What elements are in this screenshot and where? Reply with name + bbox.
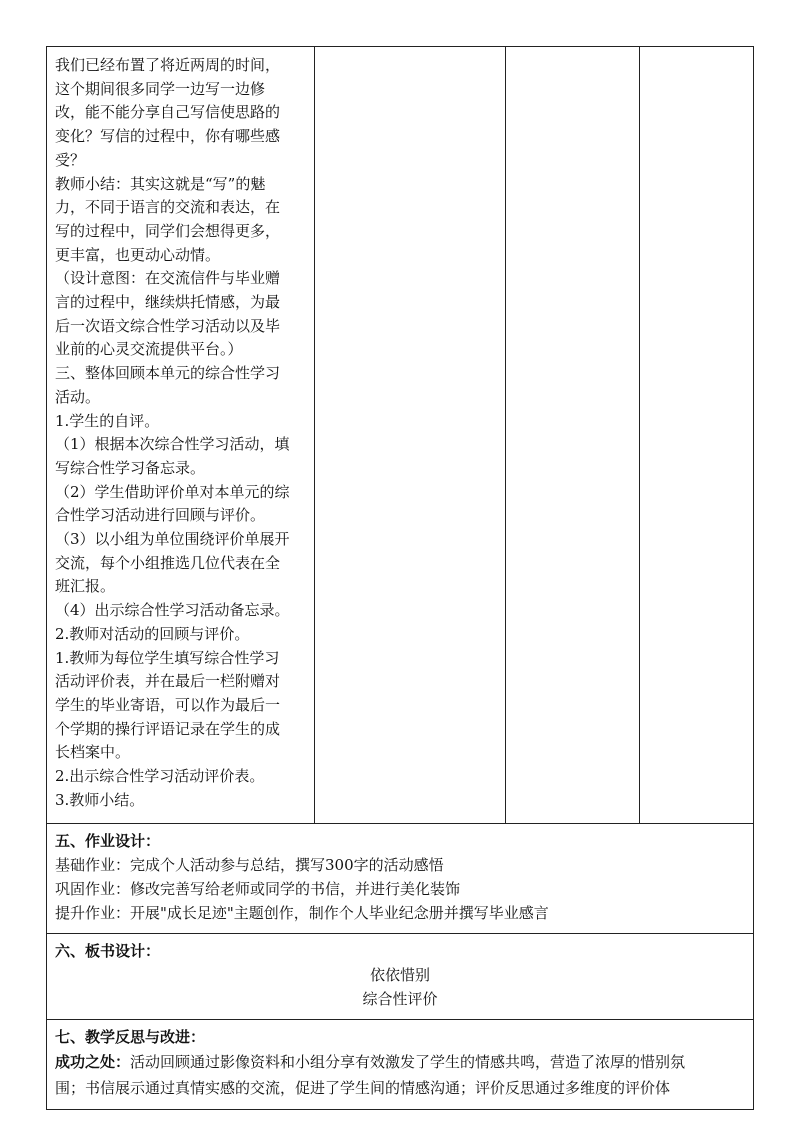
process-line: 1.学生的自评。 <box>55 411 160 430</box>
lesson-plan-page <box>46 46 754 1110</box>
process-line: 业前的心灵交流提供平台。） <box>55 340 243 359</box>
process-line: 变化？写信的过程中，你有哪些感 <box>55 127 281 146</box>
process-line: 后一次语文综合性学习活动以及毕 <box>55 316 281 335</box>
teaching-process-row <box>47 47 754 824</box>
design-intent-cell <box>505 47 639 824</box>
homework-title: 五、作业设计： <box>55 831 161 850</box>
process-line: 受？ <box>55 150 86 169</box>
notes-cell <box>639 47 753 824</box>
process-line: 我们已经布置了将近两周的时间， <box>55 56 281 74</box>
process-line: 2.出示综合性学习活动评价表。 <box>55 767 265 786</box>
homework-cell <box>47 823 754 933</box>
homework-row <box>47 823 754 933</box>
process-line: 改，能不能分享自己写信使思路的 <box>55 103 281 122</box>
homework-basic: 基础作业：完成个人活动参与总结，撰写300字的活动感悟 <box>55 855 444 874</box>
process-line: 力，不同于语言的交流和表达，在 <box>55 198 281 217</box>
board-line-1: 依依惜别 <box>369 965 430 984</box>
process-line: 写的过程中，同学们会想得更多， <box>55 221 281 240</box>
process-line: 教师小结：其实这就是“写”的魅 <box>55 174 266 193</box>
process-line: 写综合性学习备忘录。 <box>55 458 206 477</box>
reflection-line-2: 围；书信展示通过真情实感的交流，促进了学生间的情感沟通；评价反思通过多维度的评价体 <box>55 1078 671 1097</box>
board-line-2: 综合性评价 <box>362 989 438 1008</box>
process-line: 这个期间很多同学一边写一边修 <box>55 79 266 98</box>
reflection-label: 成功之处： <box>55 1052 131 1071</box>
process-line: 活动评价表，并在最后一栏附赠对 <box>55 672 281 691</box>
process-line: 言的过程中，继续烘托情感，为最 <box>55 293 281 312</box>
process-line: （2）学生借助评价单对本单元的综 <box>55 482 290 501</box>
student-activity-cell <box>315 47 505 824</box>
process-line: 交流，每个小组推选几位代表在全 <box>55 553 281 572</box>
homework-extend: 提升作业：开展"成长足迹"主题创作，制作个人毕业纪念册并撰写毕业感言 <box>55 903 549 922</box>
reflection-title: 七、教学反思与改进： <box>55 1027 206 1046</box>
process-line: 3.教师小结。 <box>55 790 145 809</box>
teaching-process-cell <box>47 47 315 824</box>
process-line: （4）出示综合性学习活动备忘录。 <box>55 601 290 620</box>
homework-consolidate: 巩固作业：修改完善写给老师或同学的书信，并进行美化装饰 <box>55 879 461 898</box>
board-cell <box>47 933 754 1019</box>
process-line: 三、整体回顾本单元的综合性学习 <box>55 364 281 383</box>
teaching-process-text <box>55 54 308 813</box>
process-line: 学生的毕业寄语，可以作为最后一 <box>55 695 281 714</box>
reflection-row <box>47 1019 754 1109</box>
process-line: 长档案中。 <box>55 743 131 762</box>
process-line: （3）以小组为单位围绕评价单展开 <box>55 530 290 549</box>
board-row <box>47 933 754 1019</box>
board-title: 六、板书设计： <box>55 941 161 960</box>
process-line: （设计意图：在交流信件与毕业赠 <box>55 269 281 288</box>
process-line: 班汇报。 <box>55 577 116 596</box>
reflection-line-1 <box>55 1049 745 1075</box>
process-line: 1.教师为每位学生填写综合性学习 <box>55 648 280 667</box>
process-line: （1）根据本次综合性学习活动，填 <box>55 435 290 454</box>
reflection-cell <box>47 1019 754 1109</box>
lesson-plan-table <box>46 46 754 1110</box>
process-line: 2.教师对活动的回顾与评价。 <box>55 624 250 643</box>
process-line: 更丰富，也更动心动情。 <box>55 245 221 264</box>
reflection-text-1: 活动回顾通过影像资料和小组分享有效激发了学生的情感共鸣，营造了浓厚的惜别氛 <box>130 1052 686 1071</box>
process-line: 合性学习活动进行回顾与评价。 <box>55 506 266 525</box>
process-line: 活动。 <box>55 387 101 406</box>
process-line: 个学期的操行评语记录在学生的成 <box>55 719 281 738</box>
